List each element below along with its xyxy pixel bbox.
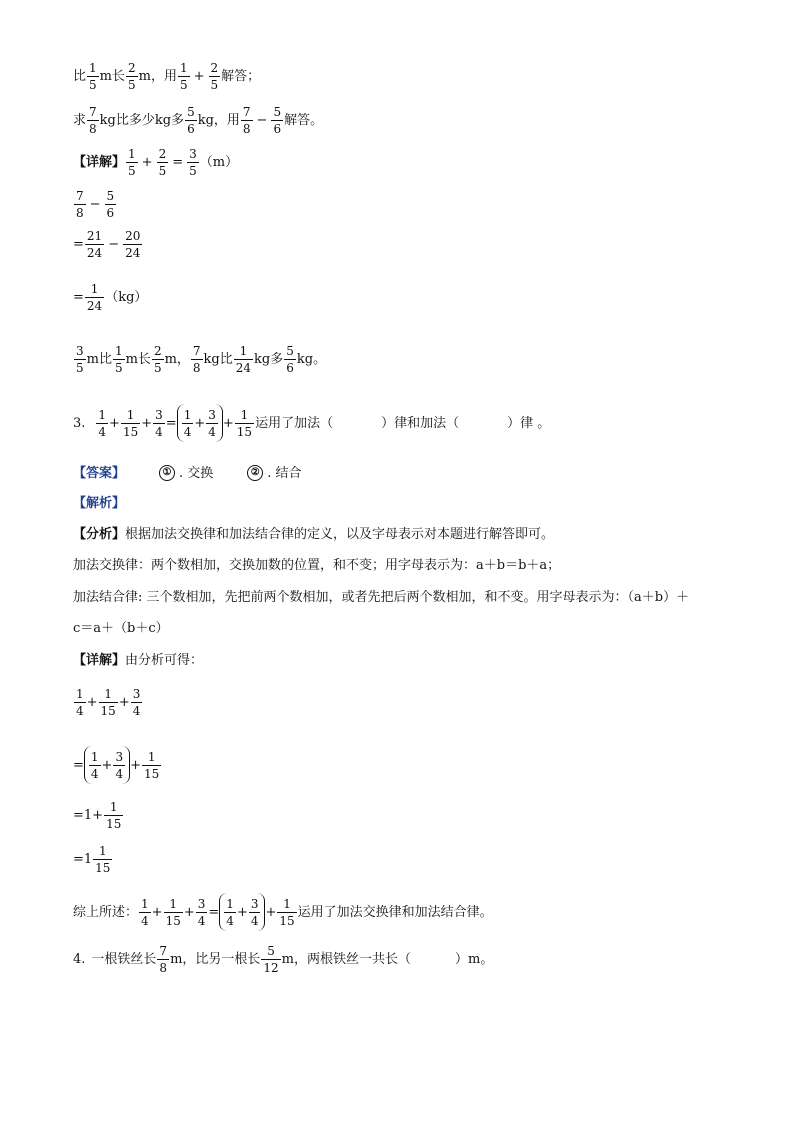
denominator: 12 [263,961,279,975]
denominator: 4 [250,913,259,928]
numerator: 1 [90,282,99,296]
denominator: 24 [86,299,103,313]
parenthesis-group [177,404,223,442]
denominator: 15 [100,704,116,718]
fraction [196,898,208,927]
denominator: 5 [76,361,84,375]
step-2 [73,746,162,784]
operator: + [101,757,113,773]
parenthesis-group [84,746,130,784]
denominator: 4 [226,913,234,928]
analysis-line [73,528,554,541]
numerator: 1 [226,896,234,911]
summary-line [73,893,493,931]
operator: + [151,904,163,920]
denominator: 5 [189,164,197,178]
fraction [96,409,108,438]
operator: = [73,290,84,305]
numerator: 1 [89,61,97,75]
question-4 [73,945,493,974]
fraction [121,409,140,438]
denominator: 8 [242,122,251,136]
question-number: 4. [73,952,86,967]
text: m， [164,352,190,367]
numerator: 3 [132,687,141,701]
text: m，用 [138,69,177,84]
section-tag: 【详解】 [73,155,126,170]
calc-line-2 [73,230,143,259]
denominator: 15 [279,913,295,928]
numerator: 3 [208,407,216,422]
fraction [284,345,296,374]
conclusion-line [73,345,326,374]
operator: − [256,113,268,128]
numerator: 1 [128,147,136,161]
text: m比 [86,352,112,367]
text: 解答； [221,69,261,84]
text: 运用了加法交换律和加法结合律。 [297,904,493,920]
denominator: 5 [127,78,136,92]
denominator: 15 [95,861,111,875]
numerator: 1 [239,344,248,358]
solution-line-1 [73,62,260,91]
fraction [85,283,104,312]
fraction [206,409,218,438]
fraction [93,845,112,874]
operator: + [130,757,141,773]
unit: （kg） [105,290,148,305]
numerator: 1 [169,896,178,911]
fraction [209,62,221,91]
fraction [271,106,283,135]
text: kg比多少kg多 [99,113,185,128]
denominator: 24 [125,246,141,260]
question-text: ）律 。 [507,415,551,431]
numerator: 1 [183,407,192,422]
circle-number-1: ① [159,465,175,481]
denominator: 5 [179,78,188,92]
denominator: 4 [115,766,124,781]
text: m长 [99,69,125,84]
fraction [113,751,125,780]
denominator: 4 [197,913,206,928]
denominator: 15 [122,424,139,439]
text: 加法结合律: 三个数相加，先把前两个数相加，或者先把后两个数相加，和不变。用字母表示为：（a＋b）＋ [73,590,690,605]
question-number: 3. [73,415,86,431]
numerator: 2 [127,61,136,75]
question-text: 运用了加法（ [255,415,334,431]
answer-2: . 结合 [267,465,302,481]
text: 求 [73,113,87,128]
denominator: 5 [128,164,136,178]
denominator: 5 [210,78,219,92]
fraction [164,898,183,927]
operator: = [73,757,84,773]
denominator: 5 [114,361,123,375]
question-text: ）m。 [455,952,494,967]
denominator: 4 [141,913,149,928]
fraction [187,148,199,177]
numerator: 2 [158,147,167,161]
denominator: 5 [153,361,162,375]
fraction [152,345,164,374]
numerator: 2 [153,344,162,358]
fraction [249,898,261,927]
step-1 [73,688,143,717]
denominator: 8 [159,961,168,975]
operator: = [73,237,84,252]
fraction [235,409,254,438]
fraction [104,801,123,830]
numerator: 5 [286,344,294,358]
fraction [241,106,253,135]
denominator: 4 [76,704,84,718]
question-text: m，两根铁丝一共长（ [281,952,411,967]
operator: =1+ [73,808,104,823]
fraction [126,62,138,91]
denominator: 24 [235,361,252,375]
step-4 [73,845,113,874]
answer-1: . 交换 [179,465,214,481]
denominator: 5 [158,164,167,178]
calc-line-1 [73,190,117,219]
denominator: 4 [183,424,192,439]
fraction [89,751,101,780]
denominator: 15 [236,424,253,439]
numerator: 3 [197,896,206,911]
fraction [85,230,104,259]
denominator: 24 [86,246,103,260]
numerator: 20 [125,229,141,243]
fraction [178,62,190,91]
detail-line-2 [73,654,203,667]
numerator: 1 [179,61,188,75]
denominator: 8 [89,122,97,136]
commutative-law [73,559,560,572]
text: m长 [125,352,151,367]
associative-law-2 [73,622,169,635]
unit: （m） [199,155,239,170]
denominator: 8 [192,361,201,375]
fraction [87,106,99,135]
numerator: 1 [104,687,112,701]
text: 综上所述： [73,904,139,920]
operator: + [222,415,234,431]
denominator: 4 [90,766,99,781]
denominator: 6 [106,206,115,220]
fraction [139,898,151,927]
circle-number-2: ② [247,465,263,481]
fraction [87,62,99,91]
denominator: 6 [273,122,282,136]
step-3 [73,801,124,830]
numerator: 3 [115,749,124,764]
numerator: 21 [86,229,103,243]
numerator: 7 [242,105,251,119]
fraction [74,345,86,374]
denominator: 6 [286,361,294,375]
text: 解答。 [284,113,324,128]
fraction [74,190,86,219]
numerator: 1 [76,687,84,701]
analysis-heading [73,497,125,510]
fraction [131,688,143,717]
operator: + [118,695,130,710]
numerator: 3 [189,147,197,161]
fraction [224,898,236,927]
denominator: 5 [89,78,97,92]
denominator: 8 [76,206,84,220]
numerator: 7 [159,944,168,958]
analysis-tag: 【解析】 [73,496,126,511]
fraction [277,898,296,927]
text: 根据加法交换律和加法结合律的定义，以及字母表示对本题进行解答即可。 [125,527,555,542]
answer-tag: 【答案】 [73,465,126,481]
fraction [153,409,165,438]
fraction [113,345,125,374]
operator: + [193,69,205,84]
numerator: 7 [76,189,84,203]
numerator: 3 [76,344,84,358]
numerator: 1 [240,407,249,422]
operator: + [109,415,120,431]
fraction [185,106,197,135]
operator: + [236,904,248,920]
numerator: 5 [106,189,115,203]
numerator: 5 [267,944,275,958]
numerator: 5 [273,105,282,119]
section-tag: 【详解】 [73,653,126,668]
numerator: 1 [126,407,135,422]
fraction [123,230,142,259]
text: 比 [73,69,87,84]
numerator: 7 [192,344,201,358]
numerator: 3 [250,896,259,911]
text: kg。 [296,352,327,367]
numerator: 1 [283,896,291,911]
denominator: 15 [165,913,181,928]
text: kg比 [203,352,233,367]
denominator: 4 [208,424,216,439]
fraction [157,148,169,177]
fraction [142,751,161,780]
detail-line [73,148,238,177]
solution-line-2 [73,106,323,135]
numerator: 5 [187,105,195,119]
numerator: 2 [210,61,219,75]
text: c＝a＋（b＋c） [73,621,169,636]
denominator: 4 [155,424,163,439]
fraction [105,190,117,219]
operator: − [89,197,101,212]
denominator: 15 [106,817,122,831]
text: 加法交换律：两个数相加，交换加数的位置，和不变；用字母表示为：a＋b＝b＋a； [73,558,561,573]
text: 由分析可得： [125,653,204,668]
fraction [191,345,203,374]
answer-line [73,465,302,481]
numerator: 1 [109,800,118,814]
denominator: 15 [144,766,160,781]
section-tag: 【分析】 [73,527,126,542]
numerator: 7 [89,105,97,119]
operator: + [86,695,98,710]
fraction [157,945,169,974]
numerator: 1 [98,407,107,422]
denominator: 4 [132,704,141,718]
numerator: 3 [155,407,163,422]
operator: =1 [73,852,93,867]
operator: = [172,155,184,170]
denominator: 4 [98,424,107,439]
fraction [126,148,138,177]
denominator: 6 [187,122,195,136]
question-text: 一根铁丝长 [91,952,157,967]
text: kg多 [254,352,284,367]
numerator: 1 [114,344,123,358]
numerator: 1 [90,749,99,764]
question-text: ）律和加法（ [381,415,460,431]
fraction [261,945,280,974]
operator: = [208,904,220,920]
operator: + [194,415,206,431]
fraction [234,345,253,374]
operator: − [108,237,120,252]
fraction [99,688,118,717]
numerator: 1 [98,844,107,858]
question-text: m，比另一根长 [170,952,261,967]
operator: = [165,415,177,431]
operator: + [141,415,153,431]
operator: + [183,904,195,920]
parenthesis-group [219,893,265,931]
operator: + [265,904,277,920]
text: kg，用 [197,113,240,128]
question-3 [73,404,550,442]
fraction [74,688,86,717]
numerator: 1 [141,896,149,911]
associative-law-1 [73,591,689,604]
fraction [182,409,194,438]
operator: + [141,155,153,170]
numerator: 1 [147,749,156,764]
calc-line-3 [73,283,147,312]
